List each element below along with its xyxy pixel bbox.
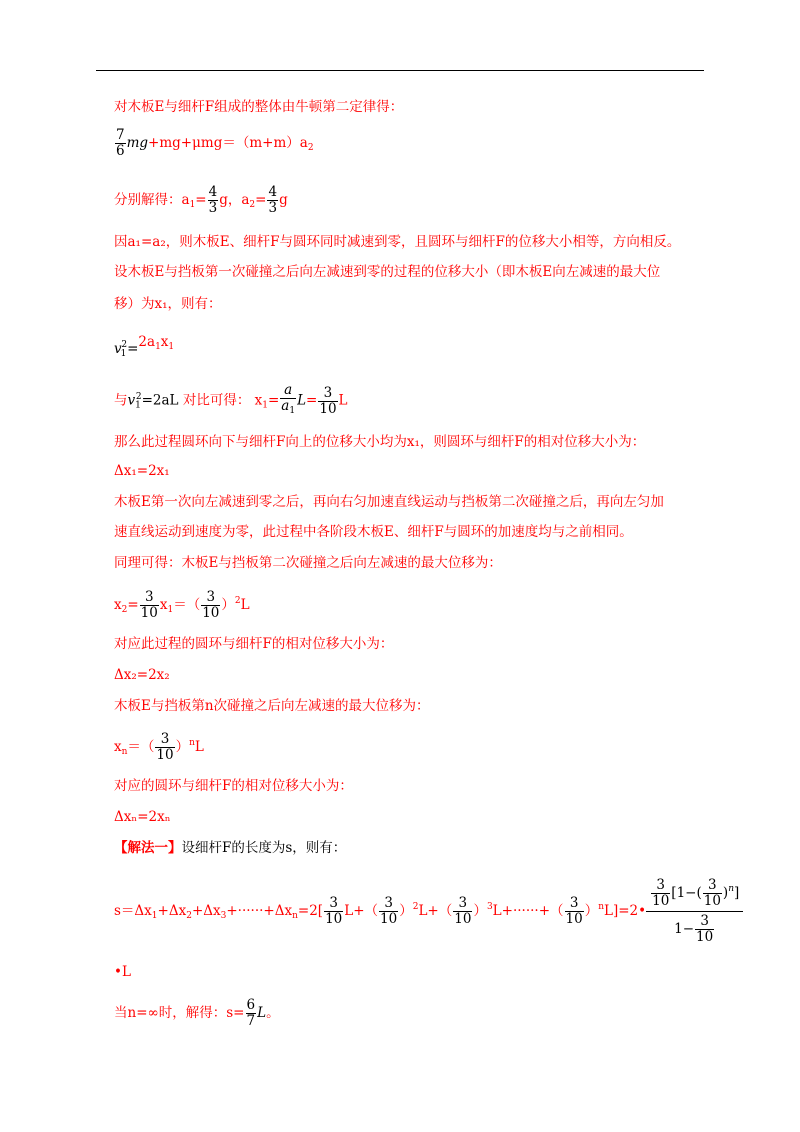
fraction: $\frac{6}{7}$ xyxy=(246,997,256,1029)
fraction: $\frac{4}{3}$ xyxy=(208,184,218,216)
text-line: Δxₙ=2xₙ xyxy=(114,809,171,825)
equation-result: 当n=∞时，解得：s= $\frac{6}{7}$ L。 xyxy=(114,997,280,1029)
method-one-heading: 【解法一】设细杆F的长度为s，则有： xyxy=(114,840,347,856)
text-line: 设木板E与挡板第一次碰撞之后向左减速到零的过程的位移大小（即木板E向左减速的最大位 xyxy=(114,264,661,280)
fraction: $\frac{3}{10}$ xyxy=(156,731,174,763)
text-line: 对应的圆环与细杆F的相对位移大小为： xyxy=(114,778,353,794)
fraction: $\frac{4}{3}$ xyxy=(268,184,278,216)
text-line: •L xyxy=(114,964,131,980)
fraction: $\frac{3}{10}$ xyxy=(319,384,337,417)
fraction: $\frac{7}{6}$ xyxy=(116,127,125,159)
text-line: 那么此过程圆环向下与细杆F向上的位移大小均为x₁，则圆环与细杆F的相对位移大小为： xyxy=(114,434,646,450)
fraction: $\frac{a}{a_1}$ xyxy=(281,382,296,416)
text-line: 对木板E与细杆F组成的整体由牛顿第二定律得： xyxy=(114,99,404,115)
equation-sum: $s=\Delta x_1+\Delta x_2+\Delta x_3+\cdot\cdot\cdot\cdot\cdot\cdot+\Delta x_n=2$[ $\frac{3}{10}$ L+（ $\frac{3}{10}$ ）$^2$L+（ $\frac{3}{10}$ ）$^3$L+······+（ $\frac{3}{10}$ ）$^n$L]=2• $\frac{3}{10}$ [1−( $\frac{3}{10}$ )$^n$] 1− $\frac{3}{10}$ xyxy=(114,878,743,945)
fraction: $\frac{3}{10}$ xyxy=(140,589,158,621)
equation-compare: 与$v_1^2=2aL$ 对比可得： $x_1=$ $\frac{a}{a_1}$ L= $\frac{3}{10}$ L xyxy=(114,383,348,419)
text-line: 木板E第一次向左减速到零之后，再向右匀加速直线运动与挡板第二次碰撞之后，再向左匀加 xyxy=(114,494,664,510)
text-line: 同理可得：木板E与挡板第二次碰撞之后向左减速的最大位移为： xyxy=(114,555,502,571)
equation-x2: $x_2=$ $\frac{3}{10}$ $x_1=$（ $\frac{3}{10}$ ）$^2$L xyxy=(114,589,250,621)
header-rule xyxy=(96,70,704,71)
equation-v1: $v_1^2=2a_1x_1$ xyxy=(114,334,175,359)
equation-newton: $\frac{7}{6}$ $mg+mg+\mu mg=(m+m)a_2$ xyxy=(116,127,314,159)
text-line: Δx₂=2x₂ xyxy=(114,667,170,683)
text-line: 速直线运动到速度为零，此过程中各阶段木板E、细杆F与圆环的加速度均与之前相同。 xyxy=(114,524,633,540)
text-line: 对应此过程的圆环与细杆F的相对位移大小为： xyxy=(114,636,394,652)
text-line: 木板E与挡板第n次碰撞之后向左减速的最大位移为： xyxy=(114,698,430,714)
text-line: 因a₁=a₂，则木板E、细杆F与圆环同时减速到零，且圆环与细杆F的位移大小相等，方向相反。 xyxy=(114,234,681,250)
text-line: Δx₁=2x₁ xyxy=(114,463,170,479)
text-line: 移）为x₁，则有： xyxy=(114,296,222,312)
equation-xn: $x_n=$（ $\frac{3}{10}$ ）$^n$L xyxy=(114,731,204,763)
equation-accelerations: 分别解得：$a_1=$ $\frac{4}{3}$ g，$a_2=$ $\frac{4}{3}$ g xyxy=(114,184,288,216)
fraction: $\frac{3}{10}$ [1−( $\frac{3}{10}$ )$^n$] 1− $\frac{3}{10}$ xyxy=(646,878,743,945)
fraction: $\frac{3}{10}$ xyxy=(202,589,220,621)
